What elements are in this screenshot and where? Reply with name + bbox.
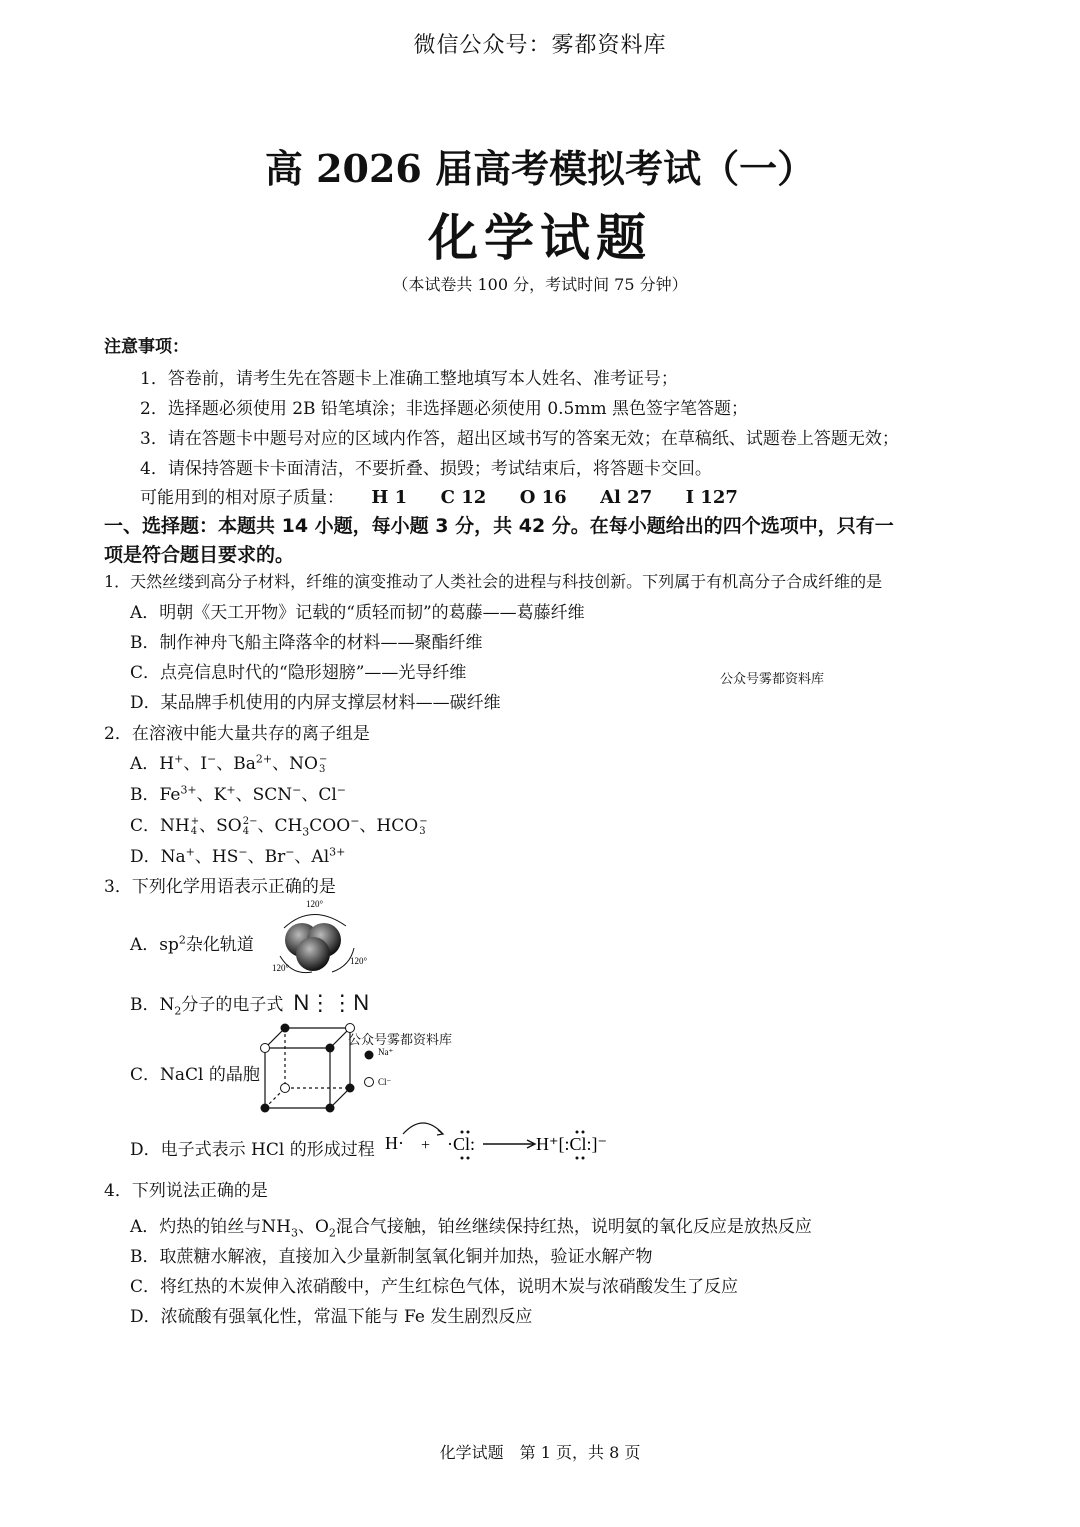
q2-option-c: C．NH + 4 、SO 2− 4 、$CH_3COO^-$、HCO − 3 — [130, 814, 428, 839]
svg-text:H·: H· — [385, 1133, 404, 1153]
q4-stem: 4．下列说法正确的是 — [104, 1181, 268, 1201]
notice-heading: 注意事项： — [104, 337, 189, 357]
atomic-mass-c: C 12 — [440, 487, 487, 508]
q1-option-d: D．某品牌手机使用的内屏支撑层材料——碳纤维 — [130, 693, 501, 713]
angle-label-top: 120° — [306, 899, 324, 909]
inline-watermark: 公众号雾都资料库 — [720, 672, 825, 687]
legend-na: Na⁺ — [378, 1047, 394, 1057]
notice-item-1: 1．答卷前，请考生先在答题卡上准确工整地填写本人姓名、准考证号； — [140, 369, 678, 389]
q3-option-d: D．电子式表示 HCl 的形成过程 — [130, 1140, 375, 1160]
notice-item-4: 4．请保持答题卡卡面清洁，不要折叠、损毁；考试结束后，将答题卡交回。 — [140, 459, 712, 479]
atomic-mass-i: I 127 — [685, 487, 738, 508]
exam-title: 高 2026 届高考模拟考试（一） — [264, 146, 816, 191]
q3-option-b: B．$N_2$分子的电子式 N⋮⋮N — [130, 990, 370, 1018]
q1-option-a: A．明朝《天工开物》记载的“质轻而韧”的葛藤——葛藤纤维 — [130, 603, 585, 623]
inline-watermark-2: 公众号雾都资料库 — [348, 1033, 453, 1048]
atomic-mass-h: H 1 — [371, 487, 408, 508]
q2-option-a: A．H+、I−、$Ba^{2+}$、NO − 3 — [130, 752, 328, 775]
q2-option-b: B．$Fe^{3+}$、K+、SCN−、Cl− — [130, 783, 346, 805]
svg-text:·Cl:: ·Cl: — [447, 1134, 476, 1154]
atomic-mass-o: O 16 — [519, 487, 567, 508]
q4-option-a: A．灼热的铂丝与$NH_3$、$O_2$混合气接触，铂丝继续保持红热，说明氨的氧化反应是放热反应 — [130, 1217, 812, 1240]
nacl-legend — [362, 1045, 422, 1091]
q1-option-c: C．点亮信息时代的“隐形翅膀”——光导纤维 — [130, 663, 467, 683]
sp2-orbital-diagram — [262, 896, 380, 978]
angle-label-left: 120° — [272, 963, 290, 973]
atomic-mass-label: 可能用到的相对原子质量： — [140, 488, 344, 508]
section-heading-line1: 一、选择题：本题共 14 小题，每小题 3 分，共 42 分。在每小题给出的四个选项中，只有一 — [104, 515, 894, 537]
legend-cl: Cl⁻ — [378, 1077, 392, 1087]
q3-stem: 3．下列化学用语表示正确的是 — [104, 877, 336, 897]
q4-option-b: B．取蔗糖水解液，直接加入少量新制氢氧化铜并加热，验证水解产物 — [130, 1247, 653, 1267]
subject-title: 化学试题 — [428, 209, 652, 267]
notice-item-3: 3．请在答题卡中题号对应的区域内作答，超出区域书写的答案无效；在草稿纸、试题卷上答题无效； — [140, 429, 899, 449]
atomic-mass-al: Al 27 — [600, 487, 653, 508]
page-footer: 化学试题 第 1 页，共 8 页 — [439, 1443, 641, 1462]
notice-item-2: 2．选择题必须使用 2B 铅笔填涂；非选择题必须使用 0.5mm 黑色签字笔答题； — [140, 399, 749, 419]
header-watermark: 微信公众号：雾都资料库 — [413, 33, 667, 58]
svg-text:H⁺[:Cl:]⁻: H⁺[:Cl:]⁻ — [536, 1134, 607, 1154]
hcl-formation-diagram — [383, 1114, 628, 1164]
exam-meta: （本试卷共 100 分，考试时间 75 分钟） — [392, 275, 688, 294]
q2-option-d: D．Na+、HS−、Br−、$Al^{3+}$ — [130, 845, 346, 867]
section-heading-line2: 项是符合题目要求的。 — [104, 544, 295, 566]
svg-text:+: + — [421, 1137, 431, 1154]
atomic-mass-row — [140, 483, 738, 508]
q2-stem: 2．在溶液中能大量共存的离子组是 — [104, 724, 370, 744]
q1-stem: 1．天然丝缕到高分子材料，纤维的演变推动了人类社会的进程与科技创新。下列属于有机高分子合成纤维的是 — [104, 572, 883, 591]
q4-option-c: C．将红热的木炭伸入浓硝酸中，产生红棕色气体，说明木炭与浓硝酸发生了反应 — [130, 1277, 739, 1297]
q1-option-b: B．制作神舟飞船主降落伞的材料——聚酯纤维 — [130, 633, 483, 653]
q3-option-c: C．NaCl 的晶胞 — [130, 1065, 260, 1085]
angle-label-right: 120° — [350, 956, 368, 966]
q4-option-d: D．浓硫酸有强氧化性，常温下能与 Fe 发生剧烈反应 — [130, 1307, 533, 1327]
q3-option-a: A．$sp^2$杂化轨道 — [130, 933, 254, 955]
